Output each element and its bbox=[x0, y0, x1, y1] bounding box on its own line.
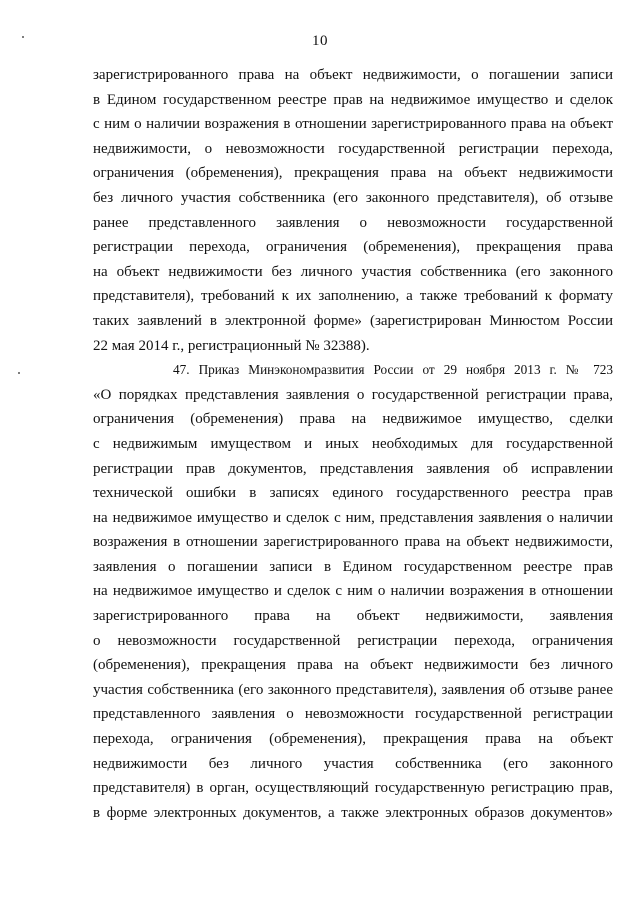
text-line: регистрации прав документов, представления заявления об исправлении bbox=[93, 460, 613, 477]
paragraph-46 bbox=[93, 63, 613, 358]
text-line: таких заявлений в электронной форме» (зарегистрирован Минюстом России bbox=[93, 312, 613, 329]
text-line: о невозможности государственной регистрации перехода, ограничения bbox=[93, 632, 613, 649]
text-line: заявления о погашении записи в Едином государственном реестре прав bbox=[93, 558, 613, 575]
text-line: возражения в отношении зарегистрированного права на объект недвижимости, bbox=[93, 534, 613, 551]
text-line: в форме электронных документов, а также электронных образов документов» bbox=[93, 804, 613, 821]
text-line: ограничения (обременения), прекращения права на объект недвижимости bbox=[93, 165, 613, 182]
document-body bbox=[93, 63, 613, 825]
text-line: регистрации перехода, ограничения (обременения), прекращения права bbox=[93, 239, 613, 256]
paragraph-47 bbox=[93, 358, 613, 825]
text-line: ранее представленного заявления о невозможности государственной bbox=[93, 214, 613, 231]
text-line: технической ошибки в записях единого государственного реестра прав bbox=[93, 485, 613, 502]
scan-speck bbox=[18, 372, 20, 374]
text-line: недвижимости без личного участия собственника (его законного bbox=[93, 755, 613, 772]
text-line: зарегистрированного права на объект недвижимости, о погашении записи bbox=[93, 67, 613, 83]
list-item-number-line: 47. Приказ Минэкономразвития России от 29 ноября 2013 г. № 723 bbox=[173, 362, 613, 378]
page-number: 10 bbox=[312, 33, 328, 49]
text-line: представителя) в орган, осуществляющий государственную регистрацию прав, bbox=[93, 780, 613, 797]
text-line: на недвижимое имущество и сделок с ним о наличии возражения в отношении bbox=[93, 583, 613, 600]
text-line: зарегистрированного права на объект недвижимости, заявления bbox=[93, 608, 613, 625]
text-line: представителя), требований к их заполнению, а также требований к формату bbox=[93, 288, 613, 305]
text-line: 22 мая 2014 г., регистрационный № 32388). bbox=[93, 337, 370, 354]
text-line: перехода, ограничения (обременения), прекращения права на объект bbox=[93, 731, 613, 748]
text-line: представленного заявления о невозможности государственной регистрации bbox=[93, 706, 613, 723]
text-line: с ним о наличии возражения в отношении зарегистрированного права на объект bbox=[93, 116, 613, 133]
text-line: с недвижимым имуществом и иных необходимых для государственной bbox=[93, 435, 613, 452]
text-line: на объект недвижимости без личного участия собственника (его законного bbox=[93, 263, 613, 280]
text-line: недвижимости, о невозможности государственной регистрации перехода, bbox=[93, 140, 613, 157]
text-line: в Едином государственном реестре прав на недвижимое имущество и сделок bbox=[93, 91, 613, 108]
text-line: на недвижимое имущество и сделок с ним, представления заявления о наличии bbox=[93, 509, 613, 526]
text-line: без личного участия собственника (его законного представителя), об отзыве bbox=[93, 189, 613, 206]
text-line: «О порядках представления заявления о государственной регистрации права, bbox=[93, 386, 613, 403]
text-line: участия собственника (его законного представителя), заявления об отзыве ранее bbox=[93, 681, 613, 698]
text-line: ограничения (обременения) права на недвижимое имущество, сделки bbox=[93, 411, 613, 428]
text-line: (обременения), прекращения права на объект недвижимости без личного bbox=[93, 657, 613, 674]
